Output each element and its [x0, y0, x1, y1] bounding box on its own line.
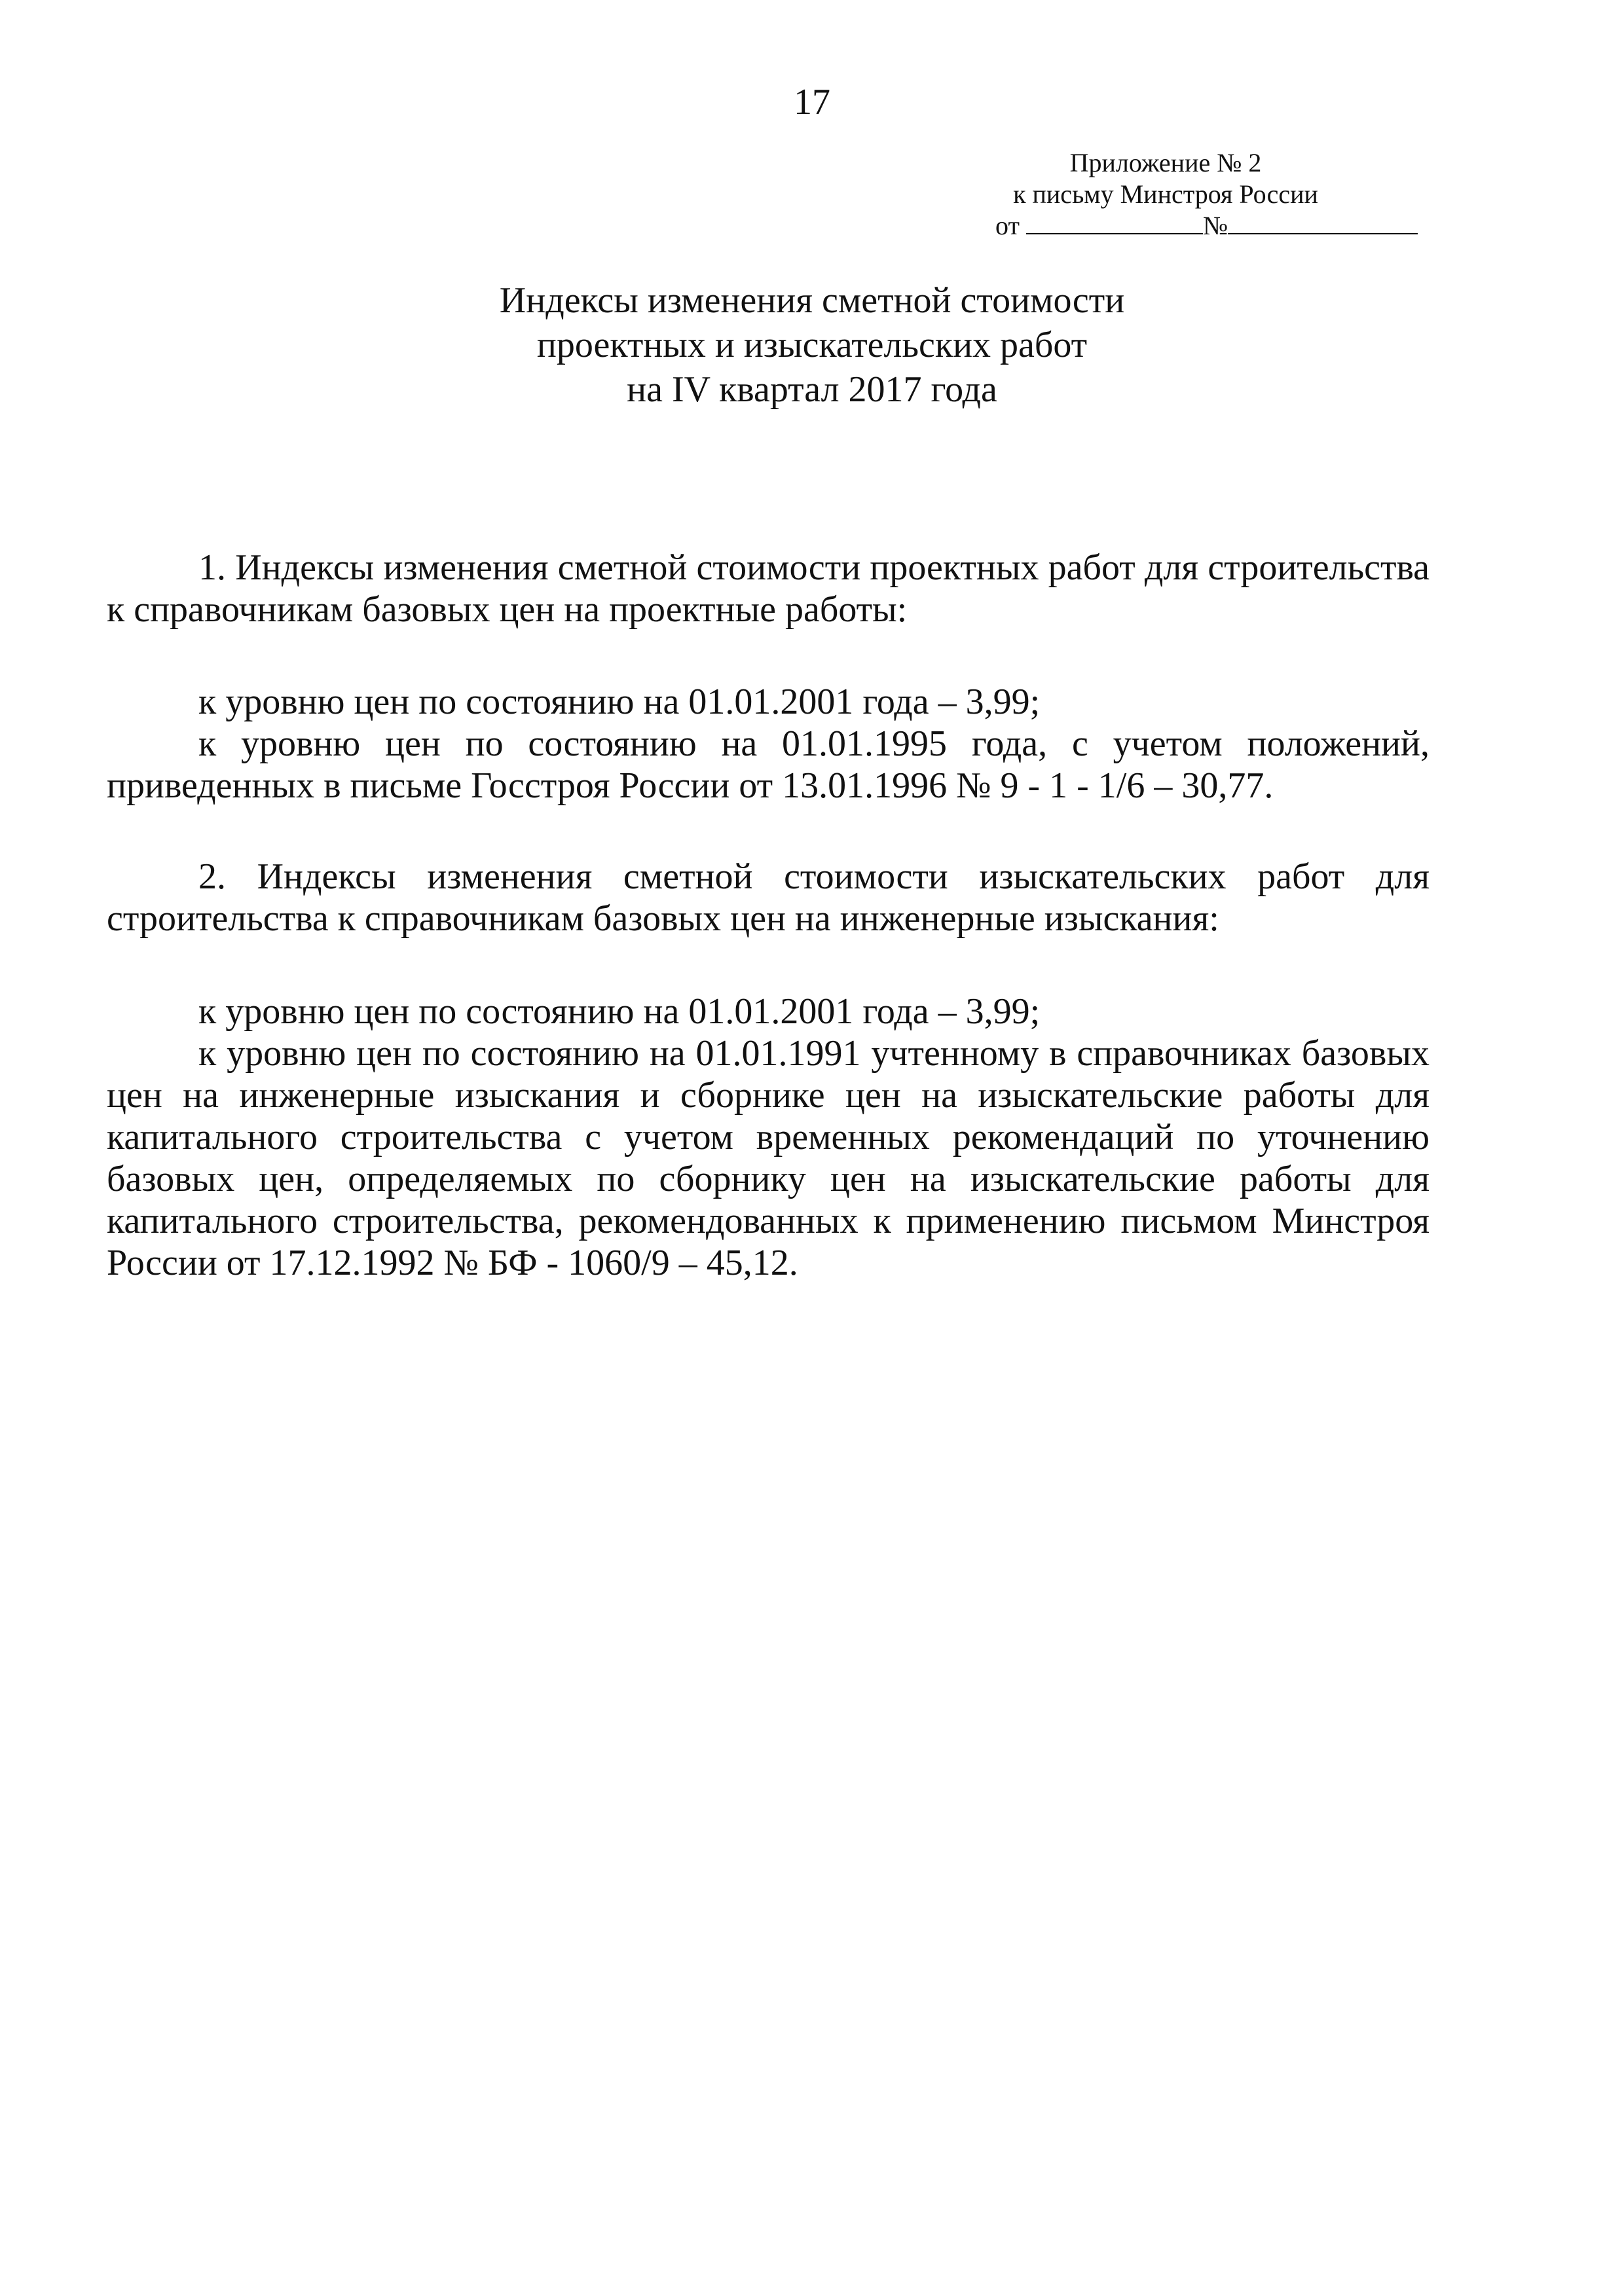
section-2-item-2: к уровню цен по состоянию на 01.01.1991 учтенному в справочниках базовых цен на инженерные изыскания и сборнике цен на изыскательские работы для капитального строительства с учетом временных рекомендаций по уточнению базовых цен, определяемых по сборнику цен на изыскательские работы для капитального строительства, рекомендованных к применению письмом Минстроя России от 17.12.1992 № БФ - 1060/9 – 45,12. [107, 1033, 1430, 1283]
appendix-recipient: к письму Минстроя России [1013, 179, 1318, 209]
title-line-1: Индексы изменения сметной стоимости [499, 280, 1125, 321]
section-1-item-2: к уровню цен по состоянию на 01.01.1995 года, с учетом положений, приведенных в письме Госстроя России от 13.01.1996 № 9 - 1 - 1/6 – 30,77. [107, 723, 1430, 806]
appendix-date-line [969, 210, 1362, 242]
section-1-heading: 1. Индексы изменения сметной стоимости проектных работ для строительства к справочникам базовых цен на проектные работы: [107, 547, 1430, 630]
title-line-2: проектных и изыскательских работ [536, 325, 1088, 365]
number-sign: № [1202, 211, 1228, 240]
date-blank [1026, 212, 1203, 234]
section-2-items [107, 991, 1430, 1284]
document-title [0, 278, 1624, 412]
section-2-item-1: к уровню цен по состоянию на 01.01.2001 года – 3,99; [198, 991, 1041, 1032]
section-1-heading-block [107, 547, 1430, 630]
appendix-header [969, 147, 1362, 242]
page-number: 17 [794, 82, 830, 122]
section-1-item-1: к уровню цен по состоянию на 01.01.2001 года – 3,99; [198, 682, 1041, 722]
section-2-heading: 2. Индексы изменения сметной стоимости изыскательских работ для строительства к справочникам базовых цен на инженерные изыскания: [107, 856, 1430, 939]
section-2-heading-block [107, 856, 1430, 939]
title-line-3: на IV квартал 2017 года [627, 369, 997, 410]
date-prefix: от [995, 211, 1020, 240]
section-1-items [107, 681, 1430, 807]
appendix-title: Приложение № 2 [1069, 148, 1262, 177]
number-blank [1228, 212, 1418, 234]
